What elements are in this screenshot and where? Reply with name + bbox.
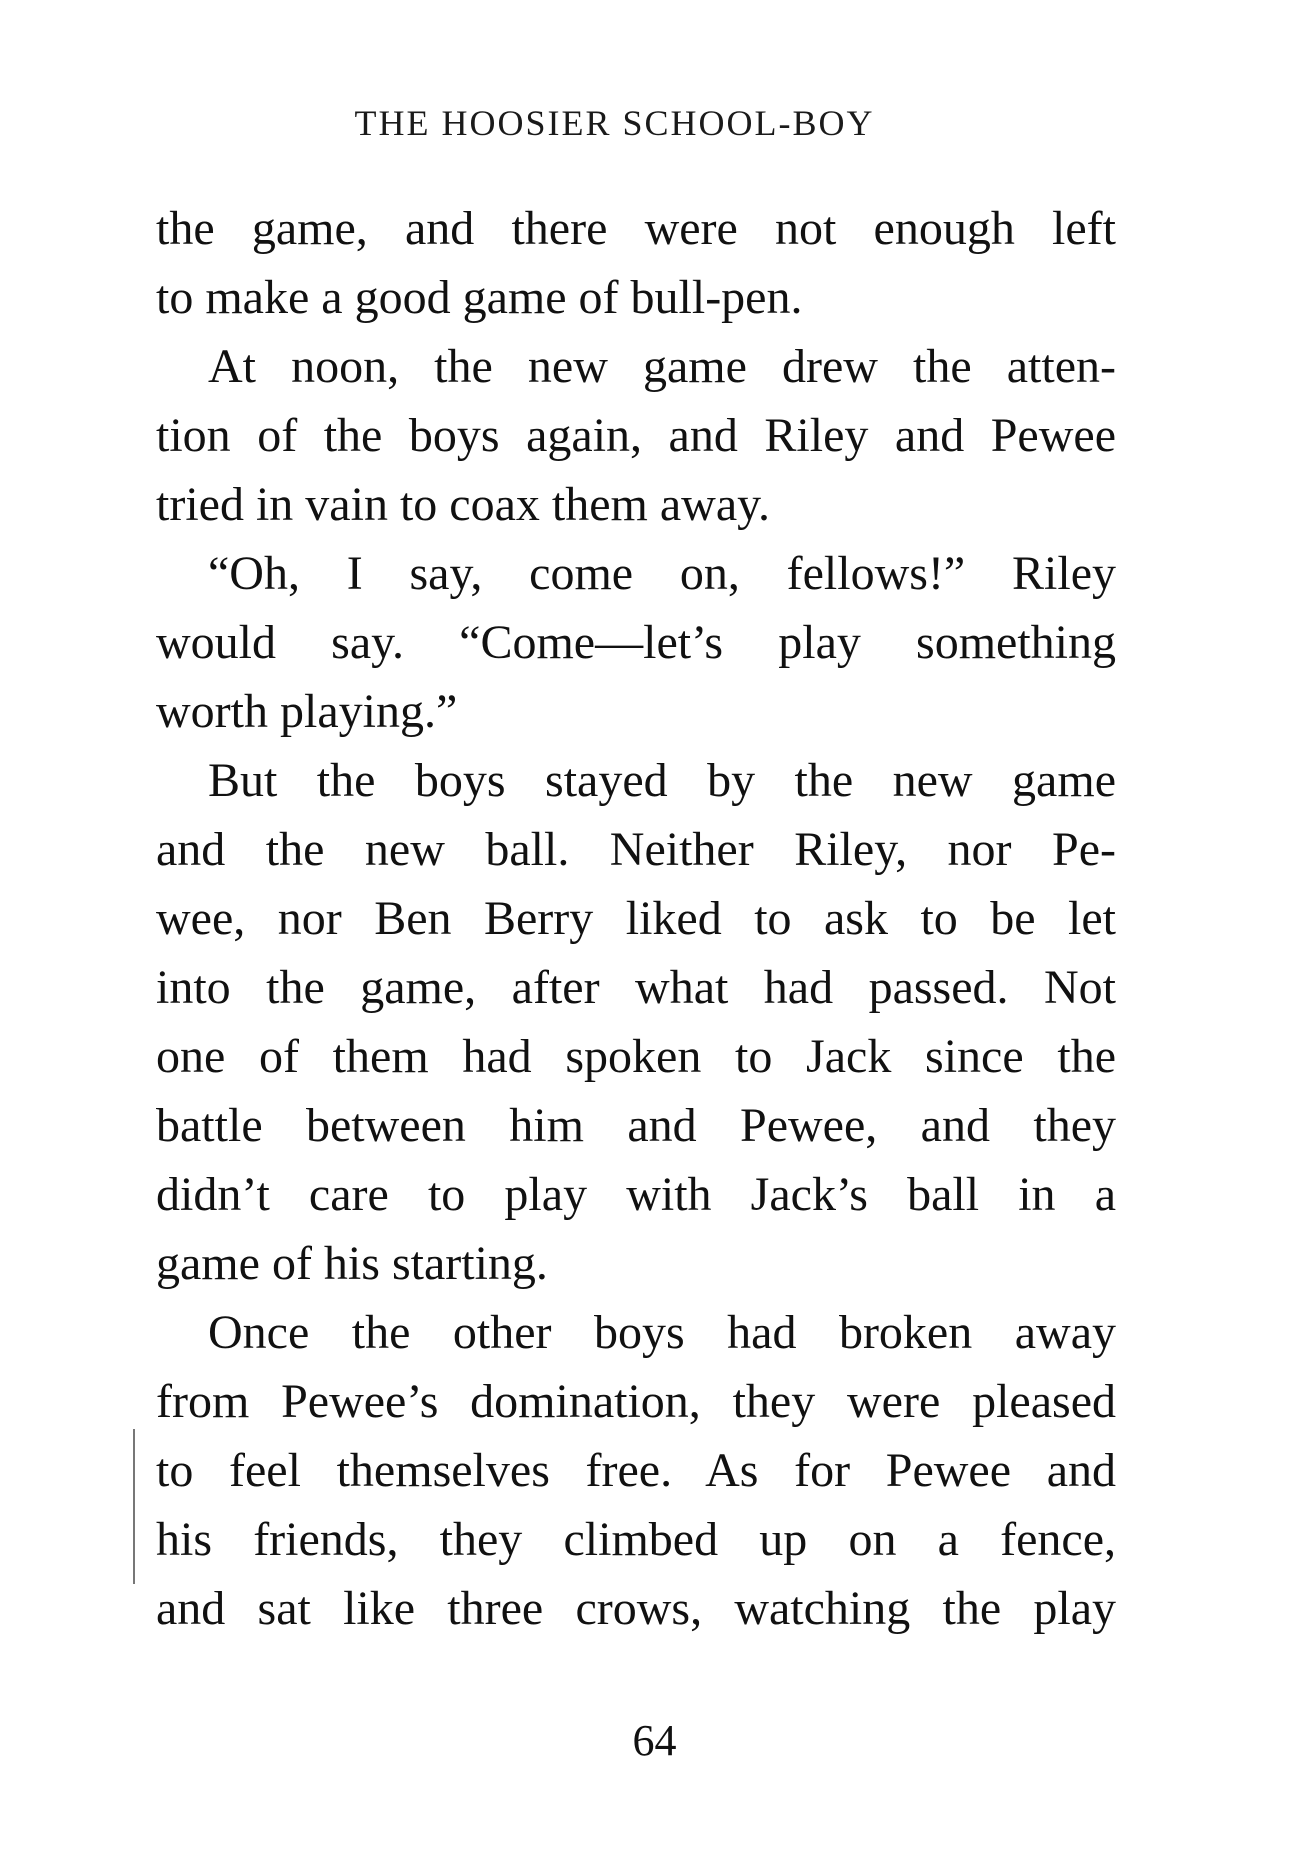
text-line: Once the other boys had broken away (208, 1306, 1116, 1359)
margin-mark (133, 1429, 135, 1584)
text-line: wee, nor Ben Berry liked to ask to be let (156, 892, 1116, 945)
text-line: didn’t care to play with Jack’s ball in a (156, 1168, 1116, 1221)
text-line: from Pewee’s domination, they were pleased (156, 1375, 1116, 1428)
text-line: tion of the boys again, and Riley and Pewee (156, 409, 1116, 462)
text-line: his friends, they climbed up on a fence, (156, 1513, 1116, 1566)
text-line: into the game, after what had passed. Not (156, 961, 1116, 1014)
text-line: battle between him and Pewee, and they (156, 1099, 1116, 1152)
text-line: to feel themselves free. As for Pewee and (156, 1444, 1116, 1497)
page-number: 64 (632, 1716, 677, 1765)
running-head: THE HOOSIER SCHOOL-BOY (354, 103, 875, 143)
text-line: worth playing.” (156, 685, 458, 738)
text-line: would say. “Come—let’s play something (156, 616, 1116, 669)
text-line: the game, and there were not enough left (156, 202, 1116, 255)
text-line: game of his starting. (156, 1237, 548, 1290)
body-text (156, 194, 1116, 1643)
text-line: tried in vain to coax them away. (156, 478, 771, 531)
text-line: and sat like three crows, watching the play (156, 1582, 1116, 1635)
text-line: to make a good game of bull-pen. (156, 271, 803, 324)
text-line: “Oh, I say, come on, fellows!” Riley (208, 547, 1116, 600)
text-line: At noon, the new game drew the atten- (208, 340, 1116, 393)
text-line: one of them had spoken to Jack since the (156, 1030, 1116, 1083)
text-line: and the new ball. Neither Riley, nor Pe- (156, 823, 1116, 876)
text-line: But the boys stayed by the new game (208, 754, 1116, 807)
